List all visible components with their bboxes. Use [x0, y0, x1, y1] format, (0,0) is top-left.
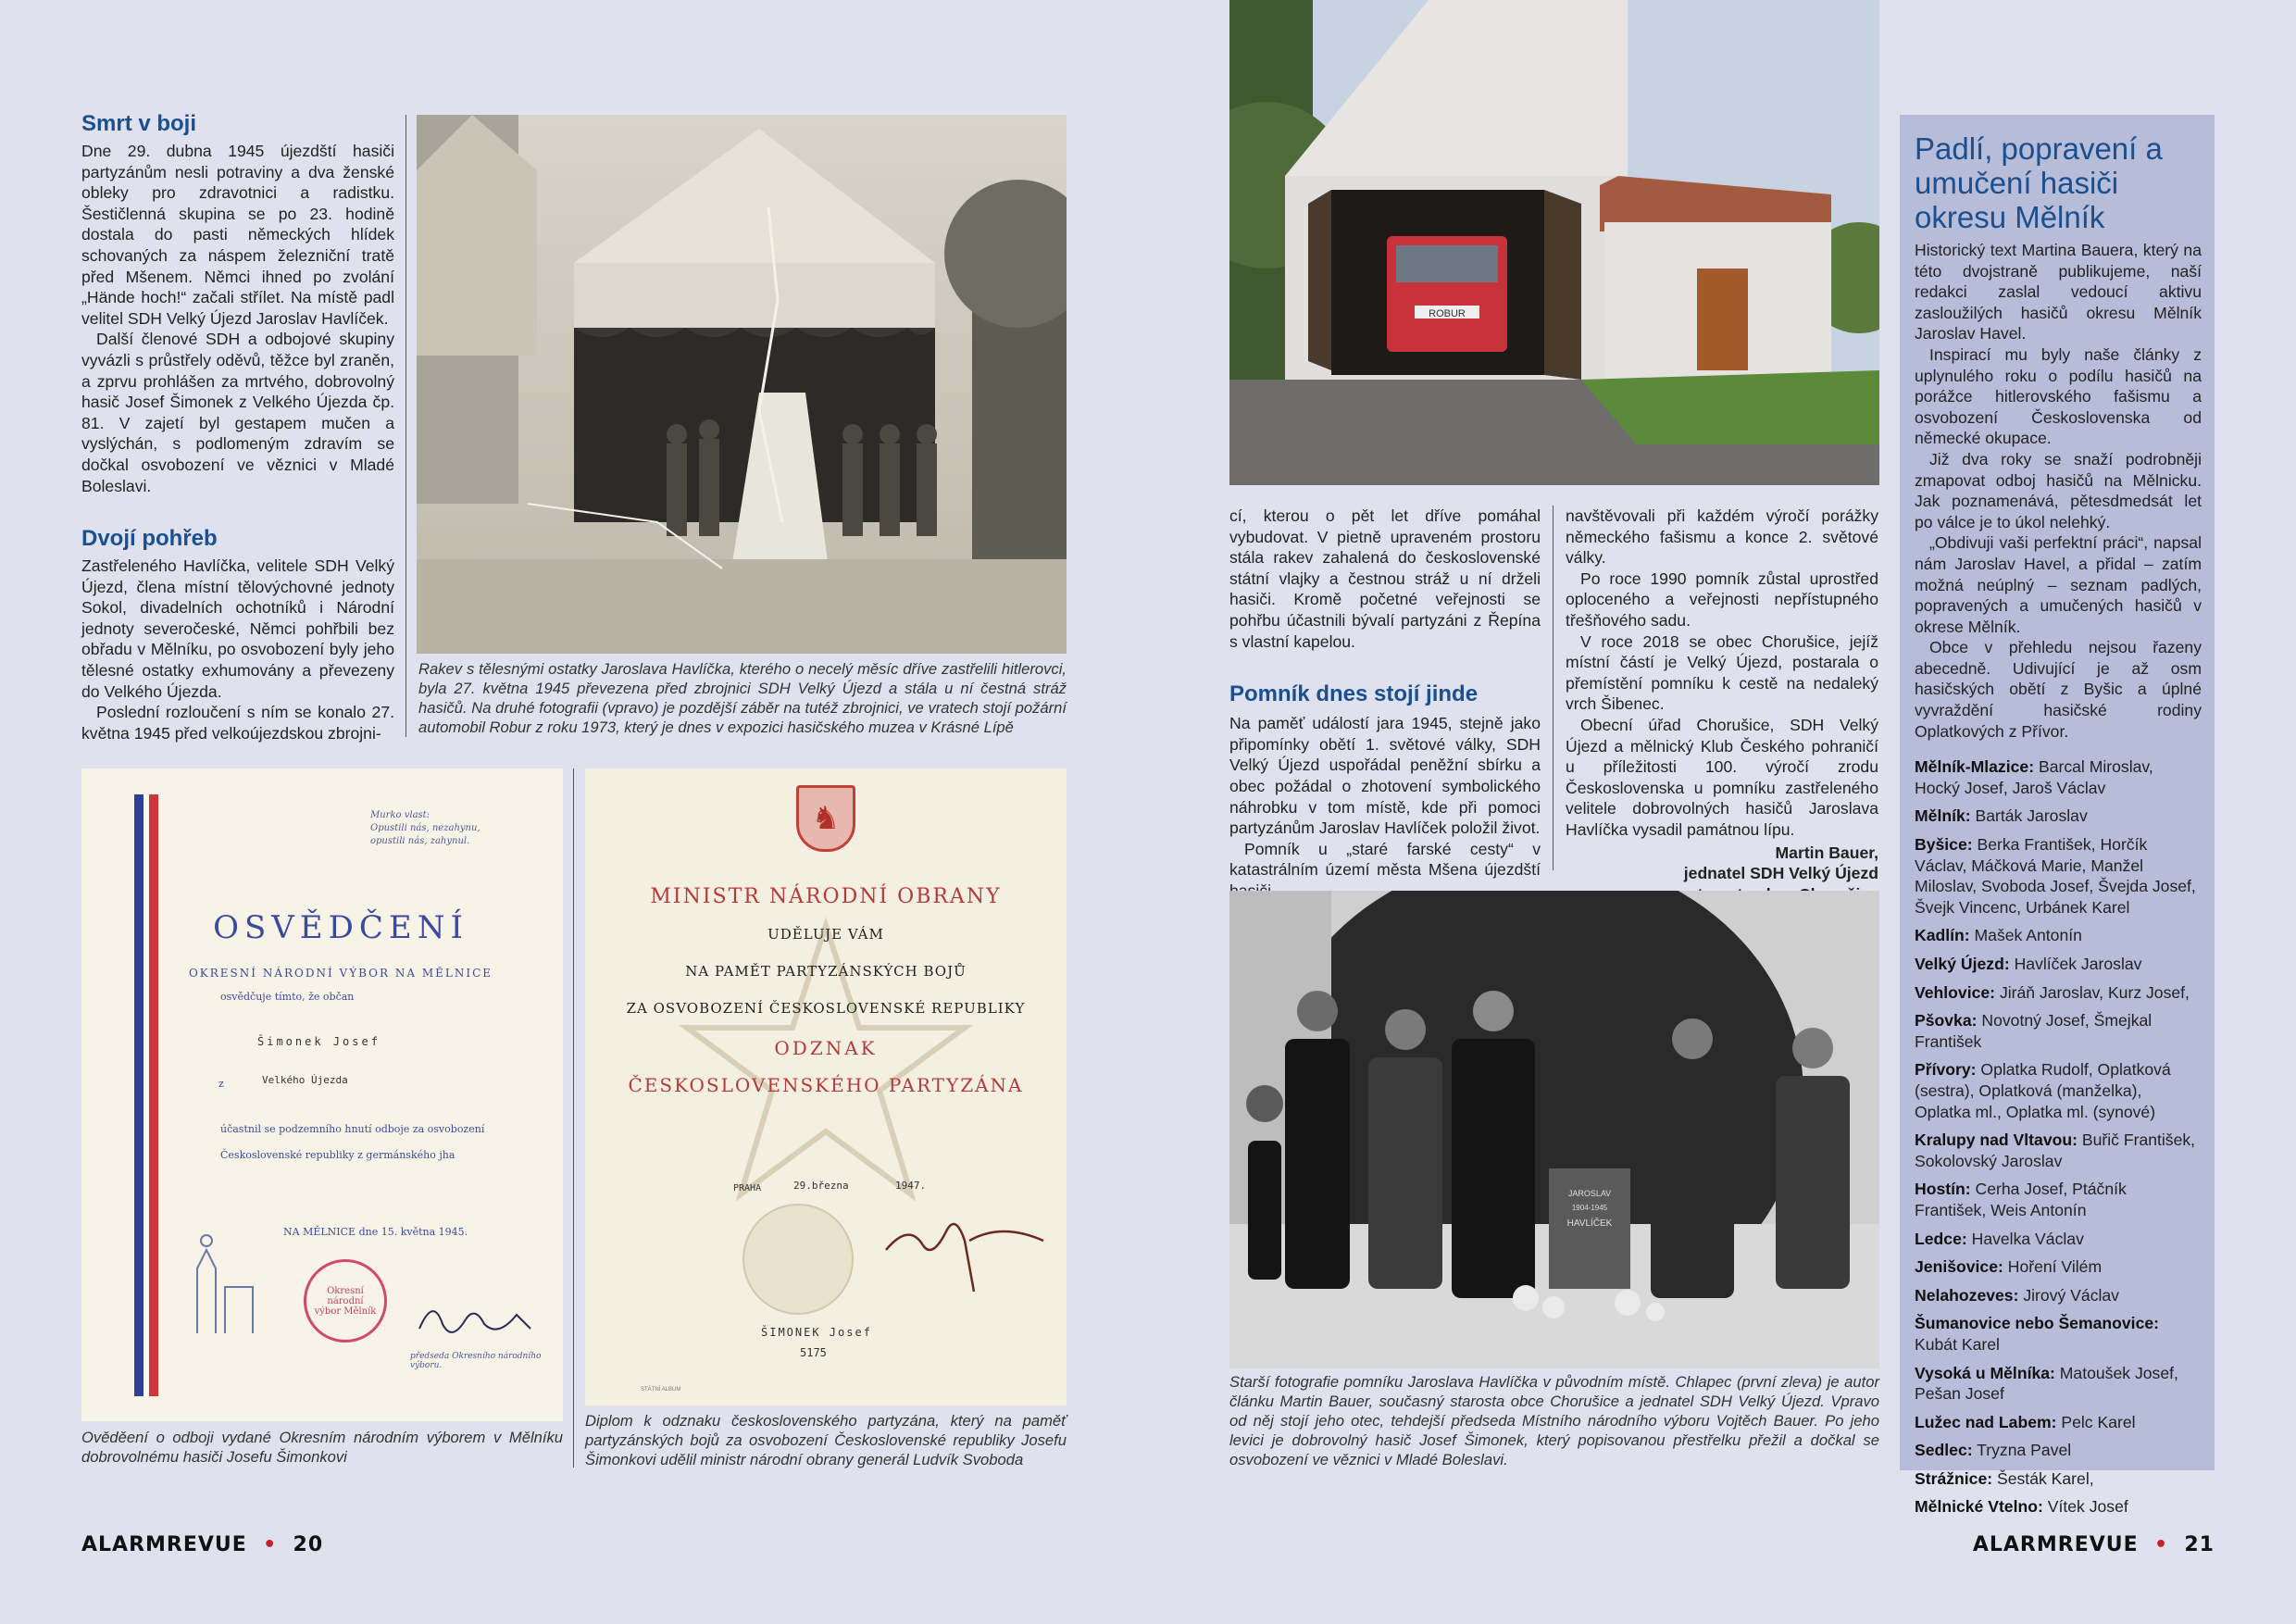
paragraph: V roce 2018 se obec Chorušice, jejíž místní částí je Velký Újezd, postarala o přemístění pomníku k cestě na nedaleký vrch Šibenec. [1566, 631, 1878, 714]
list-item [1915, 925, 2202, 946]
names: Kubát Karel [1915, 1334, 2000, 1354]
paragraph: Pomník u „staré farské cesty“ v katastrálním území města Mšena újezdští [1229, 839, 1541, 880]
caption-certificate: Ověděení o odboji vydané Okresním národním výborem v Mělníku dobrovolnému hasiči Josefu Šimonkovi [81, 1429, 563, 1466]
paragraph: Na paměť událostí jara 1945, stejně jako připomínky obětí 1. světové války, SDH Velký Újezd uspořádal peněžní sbírku a obec požádal o zhotovení symbolického náhrobku v tom místě, kde při pomoci partyzánům Jaroslav Havlíček položil život. [1229, 714, 1541, 838]
corner-note-line: Opustili nás, nezahynu, [370, 823, 480, 833]
certificate-issuer: OKRESNÍ NÁRODNÍ VÝBOR NA MĚLNICE [188, 967, 493, 980]
names: Hoření Vilém [2007, 1257, 2103, 1277]
list-item [1915, 1229, 2202, 1250]
paragraph: navštěvovali při každém výročí porážky německého fašismu a konce 2. světové války. [1566, 506, 1878, 568]
certificate-tower-drawing [169, 1213, 271, 1333]
funeral-photo-image [417, 115, 1067, 654]
certificate-from: Velkého Újezda [262, 1074, 348, 1086]
paragraph: Obecní úřad Chorušice, SDH Velký Újezd a mělnický Klub Českého pohraničí u příležitosti 100. výročí zrodu Československa u pomníku zastřeleného velitele dobrovolných hasičů Jaroslava Havlíčka vysadil památnou lípu. [1566, 715, 1878, 839]
certificate-date: NA MĚLNICE dne 15. května 1945. [283, 1226, 468, 1238]
names: Jiráň Jaroslav, Kurz Josef, [1999, 982, 2190, 1002]
place: Lužec nad Labem: [1915, 1412, 2057, 1431]
diploma-seal [742, 1204, 854, 1315]
corner-note [370, 809, 480, 848]
diploma-line4: ZA OSVOBOZENÍ ČESKOSLOVENSKÉ REPUBLIKY [626, 1000, 1026, 1017]
place: Hostín: [1915, 1180, 1971, 1199]
place: Přívory: [1915, 1060, 1977, 1080]
list-item [1915, 806, 2202, 827]
sidebar-intro [1915, 240, 2202, 742]
names: Oplatka Rudolf, Oplatková (sestra), Oplatková (manželka), Oplatka ml., Oplatka ml. (synové) [1915, 1060, 2171, 1121]
certificate-body-line: účastnil se podzemního hnutí odboje za osvobození [220, 1123, 485, 1135]
list-item [1915, 756, 2202, 798]
names: Vítek Josef [2047, 1497, 2128, 1517]
paragraph: Poslední rozloučení s ním se konalo 27. května 1945 před velkoújezdskou zbrojni- [81, 703, 394, 743]
place: Vehlovice: [1915, 982, 1996, 1002]
list-item [1915, 982, 2202, 1004]
diploma-footer: STÁTNÍ ALBUM [641, 1387, 681, 1393]
place: Mělník: [1915, 806, 1971, 826]
monument-photo [1229, 891, 1879, 1368]
place: Kadlín: [1915, 926, 1970, 945]
certificate-name: Šimonek Josef [257, 1035, 381, 1048]
paragraph: cí, kterou o pět let dříve pomáhal vybudovat. V pietně upraveném prostoru stála rakev zahalená do československé státní vlajky a čestnou stráž u ní drželi hasiči. Kromě početné veřejnosti se pohřbu účastnili bývalí partyzáni z Řepína s vlastní kapelou. [1229, 506, 1541, 651]
paragraph: Historický text Martina Bauera, který na této dvojstraně publikujeme, naší redakci zaslal vedoucí aktivu zasloužilých hasičů okresu Mělník Jaroslav Havel. [1915, 241, 2202, 344]
folio-left [81, 1533, 323, 1556]
place: Kralupy nad Vltavou: [1915, 1131, 2078, 1150]
place: Byšice: [1915, 835, 1973, 855]
left-text-column [81, 111, 394, 743]
list-item [1915, 1010, 2202, 1052]
list-item [1915, 1468, 2202, 1490]
folio-dot: • [2146, 1533, 2177, 1556]
certificate-osvedceni [81, 768, 563, 1421]
sidebar-list [1915, 756, 2202, 1518]
names: Pelc Karel [2061, 1412, 2136, 1431]
section2-body [81, 556, 394, 743]
names: Jirový Václav [2023, 1285, 2119, 1305]
diploma-signature [881, 1204, 1048, 1296]
certificate-line1: osvědčuje tímto, že občan [220, 991, 355, 1003]
diploma-line5: ODZNAK [774, 1037, 878, 1059]
certificate-stamp [304, 1259, 387, 1343]
heading-pomnik: Pomník dnes stojí jinde [1229, 681, 1479, 707]
paragraph: Zastřeleného Havlíčka, velitele SDH Velký Újezd, člena místní tělovýchovné jednoty Sokol, divadelních ochotníků i Národní jednoty severočeské, Němci pohřbili bez obřadu v Mělníku, po osvobození byly jeho tělesné ostatky exhumovány a převezeny do Velkého Újezda. [81, 556, 394, 701]
place: Ledce: [1915, 1229, 1967, 1248]
folio-dot: • [255, 1533, 285, 1556]
right-text-col1 [1229, 506, 1541, 902]
list-item [1915, 1440, 2202, 1461]
paragraph: Dne 29. dubna 1945 újezdští hasiči partyzánům nesli potraviny a dva ženské obleky pro zdravotnici a radistku. Šestičlenná skupina se po 23. hodině dostala do pasti německých hlídek schovaných za náspem železniční tratě před Mšenem. Němci ihned po zvolání „Hände hoch!“ začali střílet. Na místě padl velitel SDH Velký Újezd Jaroslav Havlíček. [81, 142, 394, 328]
garage-photo-image [1229, 0, 1879, 485]
monument-photo-image [1229, 891, 1879, 1368]
coat-of-arms-icon: ♞ [796, 785, 855, 852]
monument-inscription: 1904-1945 [1571, 1204, 1608, 1212]
certificate-from-prefix: z [218, 1078, 224, 1090]
names: Mašek Antonín [1974, 926, 2082, 945]
list-item [1915, 1130, 2202, 1171]
names: Matoušek Josef, Pešan Josef [1915, 1363, 2178, 1404]
diploma-name: ŠIMONEK Josef [761, 1326, 872, 1339]
corner-note-line: opustili nás, zahynul. [370, 836, 470, 846]
folio-brand: ALARMREVUE [81, 1533, 247, 1556]
list-item [1915, 1179, 2202, 1220]
diploma-line6: ČESKOSLOVENSKÉHO PARTYZÁNA [628, 1074, 1024, 1096]
names: Buřič František, Sokolovský Jaroslav [1915, 1131, 2196, 1170]
list-item [1915, 954, 2202, 975]
certificate-body [220, 1117, 484, 1168]
place: Strážnice: [1915, 1468, 1993, 1488]
author-name: Martin Bauer, [1775, 843, 1878, 862]
names: Barcal Miroslav, Hocký Josef, Jaroš Václav [1915, 757, 2153, 797]
place: Jenišovice: [1915, 1257, 2003, 1277]
paragraph: Další členové SDH a odbojové skupiny vyvázli s průstřely oděvů, těžce byl zraněn, a zprvu prohlášen za mrtvého, dobrovolný hasič Josef Šimonek z Velkého Újezda čp. 81. V zajetí byl gestapem mučen a vyslýchán, s podlomeným zdravím se dočkal osvobození ve věznici v Mladé Boleslavi. [81, 330, 394, 495]
names: Tryzna Pavel [1977, 1441, 2072, 1460]
place: Mělník-Mlazice: [1915, 757, 2035, 777]
right-text-col2 [1566, 506, 1878, 905]
names: Havelka Václav [1971, 1229, 2084, 1248]
column-divider [573, 768, 574, 1468]
diploma-line3: NA PAMĚT PARTYZÁNSKÝCH BOJŮ [685, 963, 967, 980]
folio-number: 20 [293, 1533, 324, 1556]
place: Pšovka: [1915, 1011, 1978, 1031]
place: Šumanovice nebo Šemanovice: [1915, 1314, 2159, 1333]
diploma-partyzan [585, 768, 1067, 1405]
certificate-signer: předseda Okresního národního výboru. [410, 1352, 542, 1370]
list-item [1915, 1285, 2202, 1306]
place: Vysoká u Mělníka: [1915, 1363, 2055, 1382]
names: Cerha Josef, Ptáčník František, Weis Antonín [1915, 1180, 2127, 1219]
names: Havlíček Jaroslav [2014, 955, 2142, 973]
sidebar-title: Padlí, popravení a umučení hasiči okresu Mělník [1915, 131, 2163, 234]
flag-stripe-red [149, 794, 158, 1396]
list-item [1915, 1059, 2202, 1122]
list-item [1915, 1313, 2202, 1355]
paragraph: Již dva roky se snaží podrobněji zmapovat odboj hasičů na Mělnicku. Jak poznamenává, pětesdmedsát let po válce je to úkol nelehký. [1915, 449, 2202, 531]
list-item [1915, 1496, 2202, 1518]
certificate-body-line: Československé republiky z germánského jha [220, 1149, 455, 1161]
sidebar-fallen-firefighters [1900, 115, 2215, 1517]
certificate-stamp-text: Okresní národní výbor Mělník [314, 1285, 377, 1317]
caption-funeral: Rakev s tělesnými ostatky Jaroslava Havlíčka, kterého o necelý měsíc dříve zastřelili hitlerovci, byla 27. května 1945 převezena před zbrojnici SDH Velký Újezd a stála u ní čestná stráž hasičů. Na druhé fotografii (vpravo) je pozdější záběr na tutéž zbrojnici, ve vratech stojí požární automobil Robur z roku 1973, který je dnes v expozici hasičského muzea v Krásné Lípě [418, 660, 1067, 736]
corner-note-line: Murko vlast: [370, 810, 430, 820]
diploma-date: 29.března [793, 1180, 849, 1192]
garage-photo [1229, 0, 1879, 485]
diploma-year: 1947. [895, 1180, 927, 1192]
section1-body [81, 141, 394, 496]
author-role: jednatel SDH Velký Újezd [1683, 864, 1878, 883]
heading-dvoji-pohreb: Dvojí pohřeb [81, 526, 218, 552]
list-item [1915, 834, 2202, 918]
caption-monument: Starší fotografie pomníku Jaroslava Havlíčka v původním místě. Chlapec (první zleva) je autor článku Martin Bauer, současný starosta obce Chorušice a jednatel SDH Velký Újezd. Vpravo od něj stojí jeho otec, tehdejší předseda Místního národního výboru Vojtěch Bauer. Po jeho levici je dobrovolný hasič Josef Šimonek, který popisovanou přestřelku přežil a dočkal se osvobození ve věznici v Mladé Boleslavi. [1229, 1373, 1879, 1468]
names: Berka František, Horčík Václav, Máčková Marie, Manžel Miloslav, Svoboda Josef, Švejda Josef, Švejk Vincenc, Urbánek Karel [1915, 835, 2196, 917]
diploma-number: 5175 [800, 1346, 827, 1359]
folio-brand: ALARMREVUE [1972, 1533, 2139, 1556]
certificate-title: OSVĚDČENÍ [213, 909, 468, 946]
diploma-place: PRAHA [733, 1183, 762, 1193]
monument-inscription: JAROSLAV [1567, 1189, 1612, 1198]
certificate-signature [415, 1292, 535, 1347]
list-item [1915, 1363, 2202, 1405]
paragraph: Po roce 1990 pomník zůstal uprostřed oploceného a veřejnosti nepřístupného třešňového sadu. [1566, 568, 1878, 630]
heading-smrt-v-boji: Smrt v boji [81, 111, 197, 136]
place: Nelahozeves: [1915, 1285, 2019, 1305]
names: Šesták Karel, [1996, 1468, 2094, 1488]
column-divider [1553, 506, 1554, 870]
monument-inscription: HAVLÍČEK [1566, 1218, 1613, 1229]
truck-plate: ROBUR [1429, 308, 1466, 319]
folio-right [1973, 1533, 2215, 1556]
paragraph: Obce v přehledu nejsou řazeny abecedně. Udivující je až osm hasičských obětí z Byšic a úplné vyvraždění hasičské rodiny Oplatkových z Přívor. [1915, 638, 2202, 741]
flag-stripe-blue [134, 794, 144, 1396]
star-watermark [678, 917, 974, 1213]
place: Velký Újezd: [1915, 955, 2010, 973]
folio-number: 21 [2184, 1533, 2215, 1556]
list-item [1915, 1412, 2202, 1433]
place: Sedlec: [1915, 1441, 1973, 1460]
names: Novotný Josef, Šmejkal František [1915, 1011, 2152, 1051]
funeral-photo [417, 115, 1067, 654]
diploma-line1: MINISTR NÁRODNÍ OBRANY [650, 885, 1002, 908]
paragraph: Inspirací mu byly naše články z uplynulého roku o podílu hasičů na porážce hitlerovského fašismu a osvobození Československa od německé okupace. [1915, 344, 2202, 448]
caption-diploma: Diplom k odznaku československého partyzána, který na paměť partyzánských bojů za osvobození Československé republiky Josefu Šimonkovi udělil ministr národní obrany generál Ludvík Svoboda [585, 1412, 1067, 1468]
diploma-line2: UDĚLUJE VÁM [767, 926, 884, 943]
list-item [1915, 1256, 2202, 1278]
paragraph: „Obdivuji vaši perfektní práci“, napsal nám Jaroslav Havel, a přidal – zatím možná neúplný – seznam padlých, popravených a umučených hasičů v okrese Mělník. [1915, 533, 2202, 636]
names: Barták Jaroslav [1975, 806, 2088, 826]
place: Mělnické Vtelno: [1915, 1497, 2043, 1517]
